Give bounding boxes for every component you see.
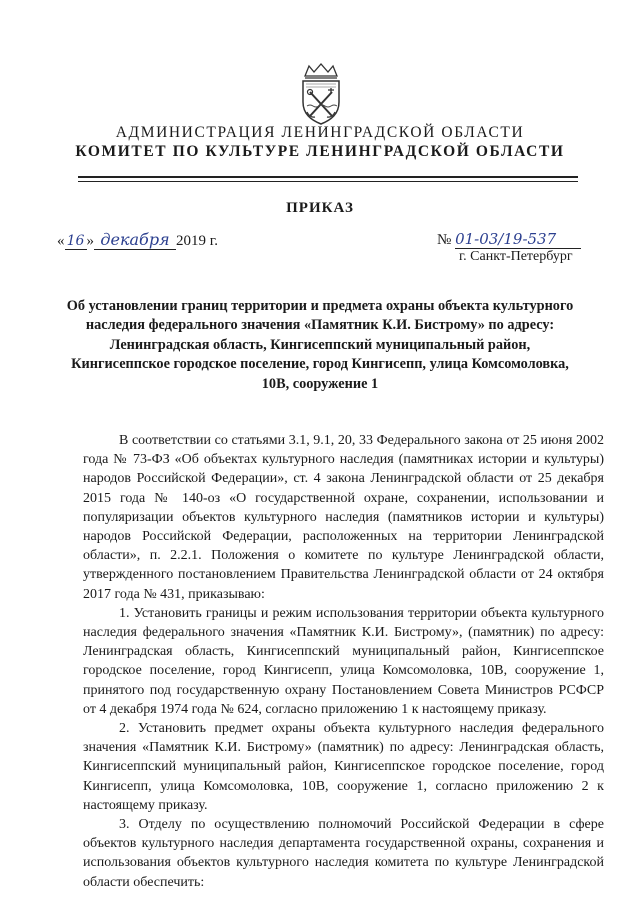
date-day: 16 bbox=[65, 233, 87, 250]
paragraph-item-1: 1. Установить границы и режим использования территории объекта культурного наследия федерального значения «Памятник К.И. Бистрому», (памятник) по адресу: Ленинградская область, Кингисеппский муниципальный район, Кингисеппское городское поселение, город Кингисепп, улица Комсомоловка, 10В, сооружение 1, принятого под государственную охрану Постановлением Совета Министров РСФСР от 4 декабря 1974 года № 624, согласно приложению 1 к настоящему приказу. bbox=[83, 605, 604, 717]
coat-of-arms-icon bbox=[297, 62, 345, 126]
org-name-committee: КОМИТЕТ ПО КУЛЬТУРЕ ЛЕНИНГРАДСКОЙ ОБЛАСТИ bbox=[75, 143, 565, 160]
document-city: г. Санкт-Петербург bbox=[459, 249, 573, 264]
paragraph-item-3: 3. Отделу по осуществлению полномочий Российской Федерации в сфере объектов культурного наследия департамента государственной охраны, сохранения и использования объектов культурного наследия комитета по культуре Ленинградской области обеспечить: bbox=[83, 817, 604, 890]
date-year: 2019 г. bbox=[176, 233, 218, 249]
date-close-quote: » bbox=[86, 233, 94, 249]
paragraph-preamble: В соответствии со статьями 3.1, 9.1, 20, 33 Федерального закона от 25 июня 2002 года № 73-ФЗ «Об объектах культурного наследия (памятниках истории и культуры) народов Российской Федерации», ст. 4 закона Ленинградской области от 25 декабря 2015 года № 140-оз «О государственной охране, сохранении, использовании и популяризации объектов культурного наследия (памятников истории и культуры) народов Российской Федерации, расположенных на территории Ленинградской области», п. 2.2.1. Положения о комитете по культуре Ленинградской области, утвержденного постановлением Правительства Ленинградской области от 24 октября 2017 года № 431, приказываю: bbox=[83, 433, 604, 602]
document-body bbox=[83, 431, 604, 892]
number-value: 01-03/19-537 bbox=[455, 230, 581, 249]
date-month: декабря bbox=[94, 230, 176, 250]
document-number bbox=[437, 230, 581, 249]
header-rule-thick bbox=[78, 176, 578, 178]
header-rule-thin bbox=[78, 181, 578, 182]
date-open-quote: « bbox=[57, 233, 65, 249]
document-title: Об установлении границ территории и предмета охраны объекта культурного наследия федерального значения «Памятник К.И. Бистрому» по адресу: Ленинградская область, Кингисеппский муниципальный район, Кингисеппское городское поселение, город Кингисепп, улица Комсомоловка, 10В, сооружение 1 bbox=[66, 298, 574, 392]
document-type: ПРИКАЗ bbox=[286, 200, 354, 216]
org-name-administration: АДМИНИСТРАЦИЯ ЛЕНИНГРАДСКОЙ ОБЛАСТИ bbox=[115, 124, 525, 141]
number-prefix: № bbox=[437, 232, 452, 248]
paragraph-item-2: 2. Установить предмет охраны объекта культурного наследия федерального значения «Памятник К.И. Бистрому» (памятник) по адресу: Ленинградская область, Кингисеппский муниципальный район, Кингисеппское городское поселение, город Кингисепп, улица Комсомоловка, 10В, сооружение 1, согласно приложению 2 к настоящему приказу. bbox=[83, 721, 604, 813]
document-date bbox=[57, 230, 218, 250]
